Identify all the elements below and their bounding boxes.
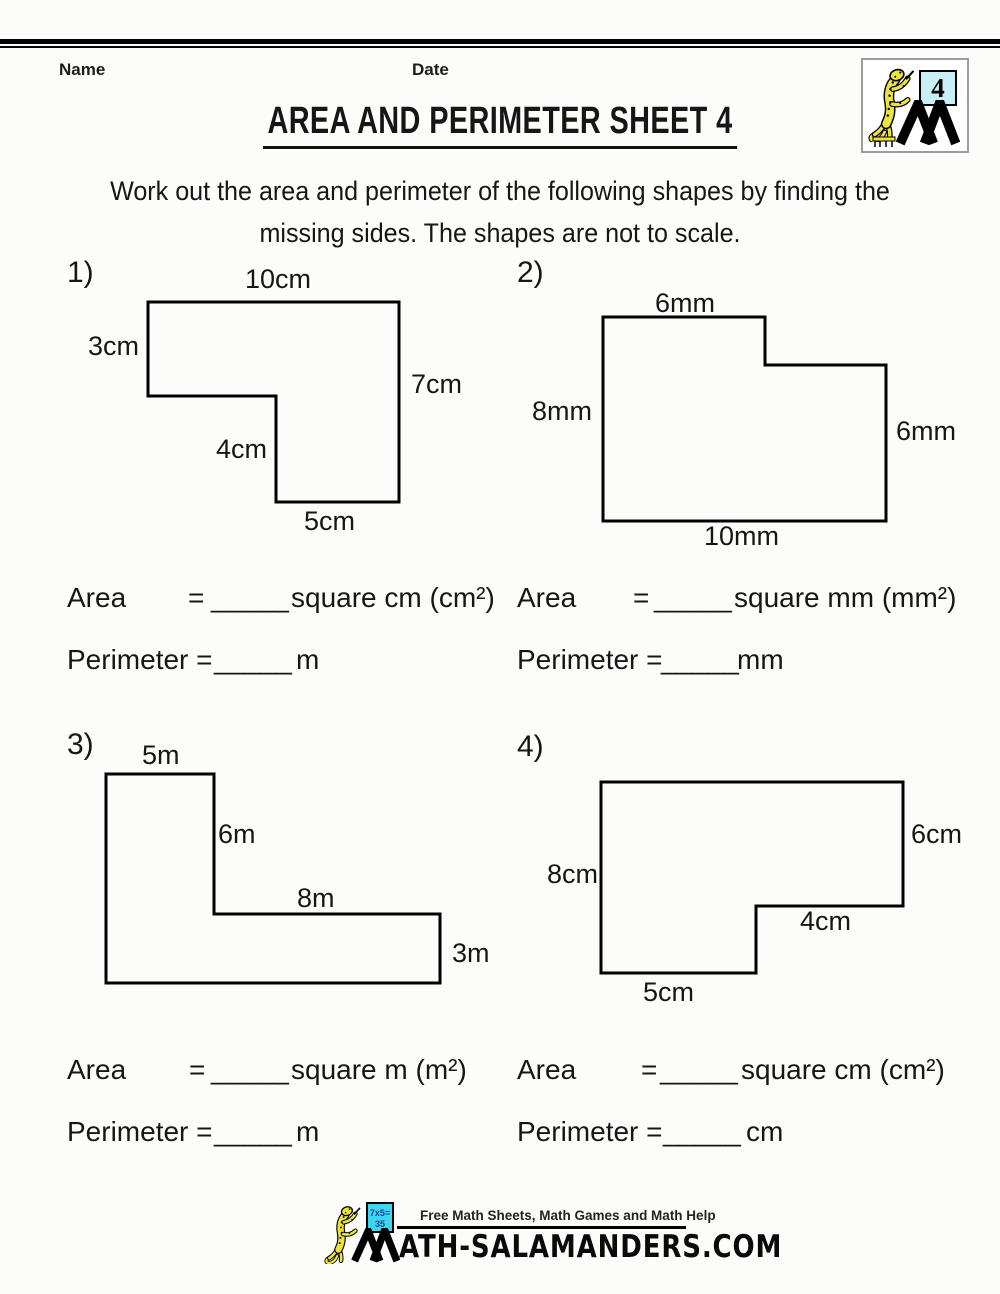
perimeter-unit: m: [296, 1116, 320, 1147]
dim-label: 3cm: [88, 331, 140, 361]
dim-label: 6m: [218, 819, 256, 849]
shape-3: [101, 769, 445, 988]
dim-label: 4cm: [216, 434, 268, 464]
area-blank: _____: [211, 582, 289, 613]
instructions-line1: Work out the area and perimeter of the following shapes by finding the: [110, 176, 890, 206]
dim-label: 10cm: [244, 264, 312, 294]
math-board-line2: 35: [374, 1219, 385, 1229]
area-label: Area: [67, 582, 127, 613]
math-salamanders-corner-logo: [861, 58, 969, 153]
equals-sign: =: [189, 1054, 206, 1085]
area-unit: square mm (mm²): [734, 582, 957, 613]
m-logo-icon: [350, 1228, 400, 1263]
perimeter-unit: mm: [737, 644, 784, 675]
dim-label: 5cm: [643, 977, 695, 1007]
problem-1-number: 1): [67, 256, 94, 289]
date-label: Date: [412, 60, 449, 79]
perimeter-blank: _____: [214, 644, 292, 675]
shape-2: [598, 312, 891, 526]
dim-label: 8m: [297, 883, 335, 913]
dim-label: 3m: [452, 938, 490, 968]
area-unit: square cm (cm²): [291, 582, 495, 613]
footer-tagline: Free Math Sheets, Math Games and Math Help: [420, 1208, 716, 1223]
perimeter-blank: _____: [661, 644, 739, 675]
dim-label: 10mm: [704, 521, 780, 551]
problem-2-number: 2): [517, 256, 544, 289]
perimeter-blank: _____: [663, 1116, 741, 1147]
dim-label: 6cm: [911, 819, 963, 849]
equals-sign: =: [188, 582, 205, 613]
dim-label: 7cm: [411, 369, 463, 399]
footer-site-name: ATH-SALAMANDERS.COM: [399, 1229, 783, 1265]
area-blank: _____: [211, 1054, 289, 1085]
dim-label: 8cm: [547, 859, 599, 889]
page-title: AREA AND PERIMETER SHEET 4: [263, 100, 737, 149]
perimeter-unit: cm: [746, 1116, 784, 1147]
dim-label: 5cm: [304, 506, 356, 536]
perimeter-label: Perimeter =: [67, 1116, 213, 1147]
perimeter-label: Perimeter =: [517, 1116, 663, 1147]
dim-label: 4cm: [800, 906, 852, 936]
m-logo-icon: [893, 100, 961, 146]
top-rule-thick: [0, 39, 1000, 44]
math-board-line1: 7x5=: [369, 1208, 391, 1218]
instructions-line2: missing sides. The shapes are not to scale.: [259, 218, 741, 248]
dim-label: 8mm: [532, 396, 592, 426]
perimeter-blank: _____: [214, 1116, 292, 1147]
area-label: Area: [517, 582, 577, 613]
equals-sign: =: [633, 582, 650, 613]
problem-4-number: 4): [517, 730, 544, 763]
perimeter-label: Perimeter =: [67, 644, 213, 675]
shape-4: [596, 777, 908, 978]
area-blank: _____: [654, 582, 732, 613]
shape-1: [143, 297, 404, 507]
area-blank: _____: [660, 1054, 738, 1085]
perimeter-unit: m: [296, 644, 320, 675]
area-label: Area: [67, 1054, 127, 1085]
dim-label: 5m: [142, 740, 180, 770]
area-unit: square cm (cm²): [741, 1054, 945, 1085]
perimeter-label: Perimeter =: [517, 644, 663, 675]
instructions: [35, 170, 965, 254]
dim-label: 6mm: [896, 416, 956, 446]
sheet-number-badge: 4: [919, 70, 957, 106]
area-label: Area: [517, 1054, 577, 1085]
equals-sign: =: [641, 1054, 658, 1085]
dim-label: 6mm: [655, 288, 715, 318]
area-unit: square m (m²): [291, 1054, 467, 1085]
top-rule-thin: [0, 46, 1000, 48]
name-label: Name: [59, 60, 106, 79]
problem-3-number: 3): [67, 728, 94, 761]
